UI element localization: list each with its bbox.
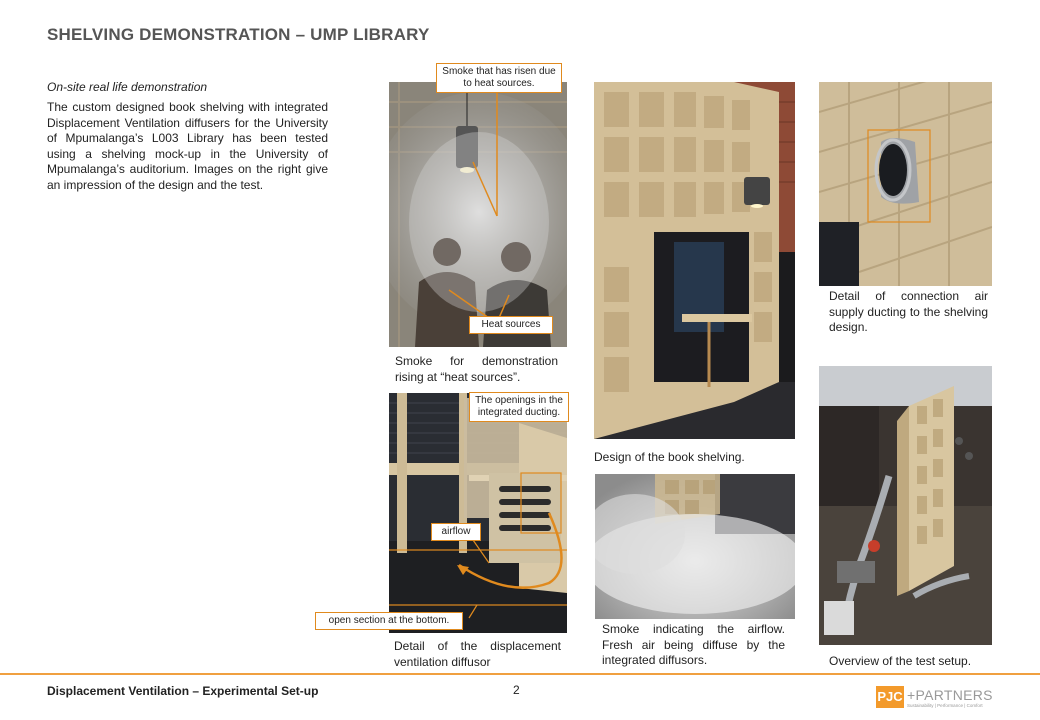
photo-diffusor-detail — [389, 393, 567, 633]
photo-smoke-rising — [389, 82, 567, 347]
logo-mark: PJC — [876, 686, 904, 708]
footer-divider — [0, 673, 1040, 675]
photo-ducting-detail — [819, 82, 992, 286]
logo-text: +PARTNERS — [907, 687, 993, 703]
footer-title: Displacement Ventilation – Experimental Set-up — [47, 684, 319, 698]
photo-test-overview — [819, 366, 992, 645]
photo-shelving-design — [594, 82, 795, 439]
intro-subtitle: On-site real life demonstration — [47, 80, 208, 94]
logo-tagline: Sustainability | Performance | Comfort — [907, 703, 983, 708]
callout-duct-openings: The openings in the integrated ducting. — [469, 392, 569, 422]
photo-smoke-airflow — [595, 474, 795, 619]
callout-open-section: open section at the bottom. — [315, 612, 463, 630]
intro-body: The custom designed book shelving with integrated Displacement Ventilation diffusers for the University of Mpumalanga’s L003 Library has been tested using a shelving mock-up in the University of Mpumalanga’s auditorium. Images on the right give an impression of the design and the test. — [47, 100, 328, 192]
callout-heat-sources: Heat sources — [469, 316, 553, 334]
caption-test-overview: Overview of the test setup. — [829, 654, 972, 668]
page-title: SHELVING DEMONSTRATION – UMP LIBRARY — [47, 25, 430, 44]
caption-diffusor-detail: Detail of the displacement ventilation diffusor — [394, 639, 561, 669]
callout-smoke-risen: Smoke that has risen due to heat sources. — [436, 63, 562, 93]
caption-ducting-detail: Detail of connection air supply ducting to the shelving design. — [829, 289, 988, 334]
caption-smoke-rising: Smoke for demonstration rising at “heat sources”. — [395, 354, 558, 384]
page-number: 2 — [513, 683, 520, 697]
caption-shelving-design: Design of the book shelving. — [594, 450, 745, 464]
company-logo — [876, 686, 994, 710]
callout-airflow: airflow — [431, 523, 481, 541]
caption-smoke-airflow: Smoke indicating the airflow. Fresh air being diffuse by the integrated diffusors. — [602, 622, 785, 667]
